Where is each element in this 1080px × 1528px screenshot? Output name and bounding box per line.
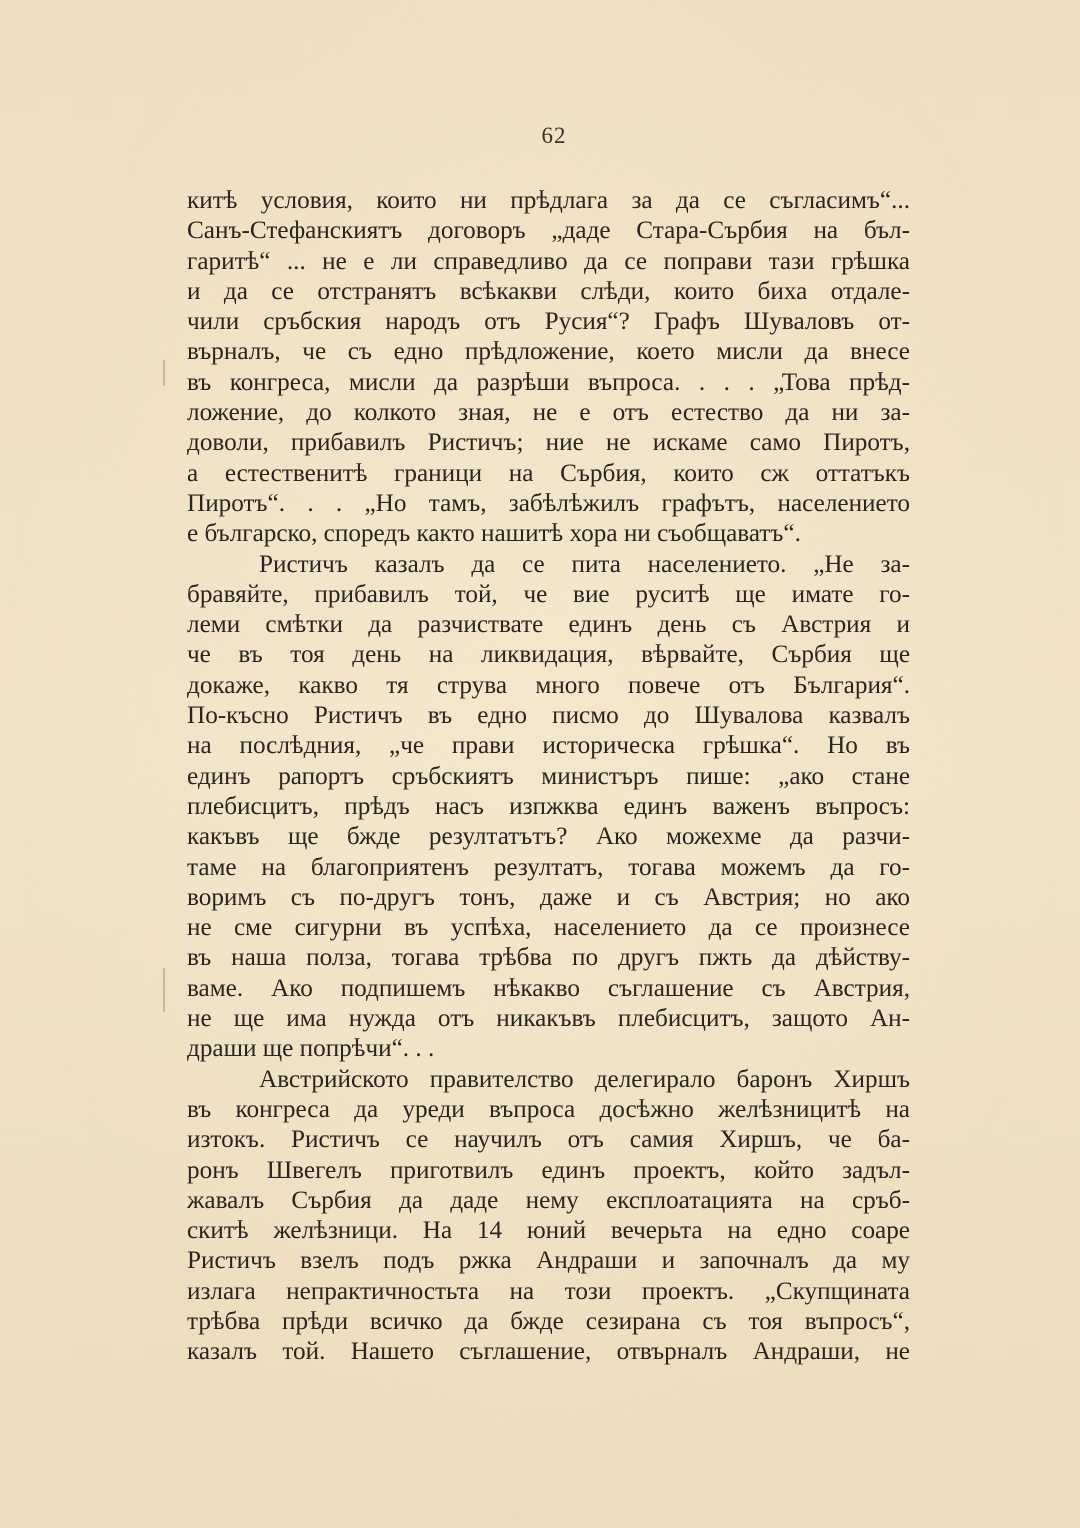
text-line: докаже, какво тя струва много повече отъ България“. bbox=[187, 671, 910, 699]
text-line: ваме. Ако подпишемъ нѣкакво съглашение съ Австрия, bbox=[187, 974, 910, 1002]
paragraph-end-line: е българско, споредъ както нашитѣ хора ни съобщаватъ“. bbox=[187, 520, 801, 548]
text-line: на послѣдния, „че прави историческа грѣшка“. Но въ bbox=[187, 732, 910, 760]
text-line: ложение, до колкото зная, не е отъ естество да ни за- bbox=[187, 399, 910, 427]
text-line: чили сръбския народъ отъ Русия“? Графъ Шуваловъ от- bbox=[187, 308, 910, 336]
text-line: таме на благоприятенъ резултатъ, тогава можемъ да го- bbox=[187, 853, 910, 881]
text-line: че въ тоя день на ликвидация, вѣрвайте, Сърбия ще bbox=[187, 641, 910, 669]
text-line: какъвъ ще бжде резултатътъ? Ако можехме да разчи- bbox=[187, 823, 910, 851]
text-line: бравяйте, прибавилъ той, че вие руситѣ ще имате го- bbox=[187, 580, 910, 608]
text-line: единъ рапортъ сръбскиятъ министъръ пише: „ако стане bbox=[187, 762, 910, 790]
text-line: излага непрактичностьта на този проектъ. „Скупщината bbox=[187, 1277, 910, 1305]
text-line: Санъ-Стефанскиятъ договоръ „даде Стара-Сърбия на бъл- bbox=[187, 217, 910, 245]
text-line: и да се отстранятъ всѣкакви слѣди, които биха отдале- bbox=[187, 277, 910, 305]
text-line: скитѣ желѣзници. На 14 юний вечерьта на едно соаре bbox=[187, 1217, 910, 1245]
text-line: гаритѣ“ ... не е ли справедливо да се поправи тази грѣшка bbox=[187, 247, 910, 275]
text-line: въ конгреса, мисли да разрѣши въпроса. . . . „Това прѣд- bbox=[187, 368, 910, 396]
paper-mark bbox=[163, 968, 165, 1012]
text-line: казалъ той. Нашето съглашение, отвърналъ Андраши, не bbox=[187, 1338, 910, 1366]
text-line: въ конгреса да уреди въпроса досѣжно желѣзницитѣ на bbox=[187, 1095, 910, 1123]
page-number: 62 bbox=[541, 123, 567, 148]
body-text bbox=[187, 186, 910, 1368]
text-line: Ристичъ взелъ подъ ржка Андраши и започналъ да му bbox=[187, 1247, 910, 1275]
text-line: леми смѣтки да разчиствате единъ день съ Австрия и bbox=[187, 611, 910, 639]
paper-mark bbox=[163, 360, 165, 386]
text-line: не сме сигурни въ успѣха, населението да се произнесе bbox=[187, 914, 910, 942]
text-line: върналъ, че съ едно прѣдложение, което мисли да внесе bbox=[187, 338, 910, 366]
paragraph-start-line: Австрийското правителство делегирало баронъ Хиршъ bbox=[259, 1065, 910, 1093]
text-line: въ наша полза, тогава трѣбва по другъ пжть да дѣйству- bbox=[187, 944, 910, 972]
text-line: не ще има нужда отъ никакъвъ плебисцитъ, защото Ан- bbox=[187, 1005, 910, 1033]
text-line: По-късно Ристичъ въ едно писмо до Шувалова казвалъ bbox=[187, 702, 910, 730]
text-line: воримъ съ по-другъ тонъ, даже и съ Австрия; но ако bbox=[187, 883, 910, 911]
text-line: а естественитѣ граници на Сърбия, които сж оттатъкъ bbox=[187, 459, 910, 487]
paragraph-start-line: Ристичъ казалъ да се пита населението. „Не за- bbox=[259, 550, 910, 578]
text-line: китѣ условия, които ни прѣдлага за да се съгласимъ“... bbox=[187, 187, 910, 214]
text-line: Пиротъ“. . . „Но тамъ, забѣлѣжилъ графътъ, населението bbox=[187, 489, 910, 517]
text-line: доволи, прибавилъ Ристичъ; ние не искаме само Пиротъ, bbox=[187, 429, 910, 457]
text-line: плебисцитъ, прѣдъ насъ изпжква единъ важенъ въпросъ: bbox=[187, 792, 910, 820]
paragraph-end-line: драши ще попрѣчи“. . . bbox=[187, 1035, 435, 1063]
text-line: трѣбва прѣди всичко да бжде сезирана съ тоя въпросъ“, bbox=[187, 1307, 910, 1335]
text-line: жавалъ Сърбия да даде нему експлоатацията на сръб- bbox=[187, 1186, 910, 1214]
text-line: изтокъ. Ристичъ се научилъ отъ самия Хиршъ, че ба- bbox=[187, 1126, 910, 1154]
text-line: ронъ Швегелъ приготвилъ единъ проектъ, който задъл- bbox=[187, 1156, 910, 1184]
